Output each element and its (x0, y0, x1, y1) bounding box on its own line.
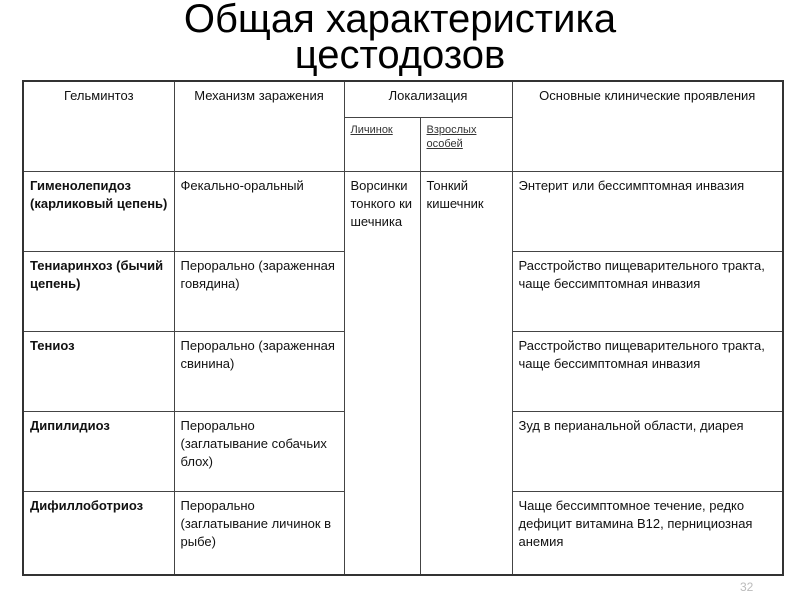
helminthosis-name: Тениоз (23, 331, 174, 411)
slide-title-line2: цестодозов (294, 33, 506, 77)
adults-localization: Тонкий кишечник (420, 171, 512, 575)
clinical-manifestations: Расстройство пищеварительного тракта, чаще бессимптомная инвазия (512, 331, 783, 411)
helminthosis-name: Тениаринхоз (бычий цепень) (23, 251, 174, 331)
page-number: 32 (740, 580, 754, 594)
header-adults: Взрослых особей (420, 117, 512, 171)
clinical-manifestations: Чаще бессимптомное течение, редко дефицит витамина В12, пернициозная анемия (512, 491, 783, 575)
slide-title-line1: Общая характеристика (183, 0, 617, 41)
helminthosis-name: Дифиллоботриоз (23, 491, 174, 575)
clinical-manifestations: Зуд в перианальной области, диарея (512, 411, 783, 491)
clinical-manifestations: Энтерит или бессимптомная инвазия (512, 171, 783, 251)
infection-mechanism: Перорально (заглатывание личинок в рыбе) (174, 491, 344, 575)
clinical-manifestations: Расстройство пищеварительного тракта, чаще бессимптомная инвазия (512, 251, 783, 331)
helminthosis-name: Дипилидиоз (23, 411, 174, 491)
infection-mechanism: Перорально (зараженная говядина) (174, 251, 344, 331)
table-row (23, 171, 783, 251)
cestodoses-table (22, 80, 784, 576)
header-larvae: Личинок (344, 117, 420, 171)
larvae-localization: Ворсинки тонкого кишечника (344, 171, 420, 575)
infection-mechanism: Фекально-оральный (174, 171, 344, 251)
header-helminthosis: Гельминтоз (23, 81, 174, 171)
header-localization: Локализация (344, 81, 512, 117)
header-clinical: Основные клинические проявления (512, 81, 783, 171)
infection-mechanism: Перорально (заглатывание собачьих блох) (174, 411, 344, 491)
infection-mechanism: Перорально (зараженная свинина) (174, 331, 344, 411)
header-mechanism: Механизм заражения (174, 81, 344, 171)
helminthosis-name: Гименолепидоз (карликовый цепень) (23, 171, 174, 251)
